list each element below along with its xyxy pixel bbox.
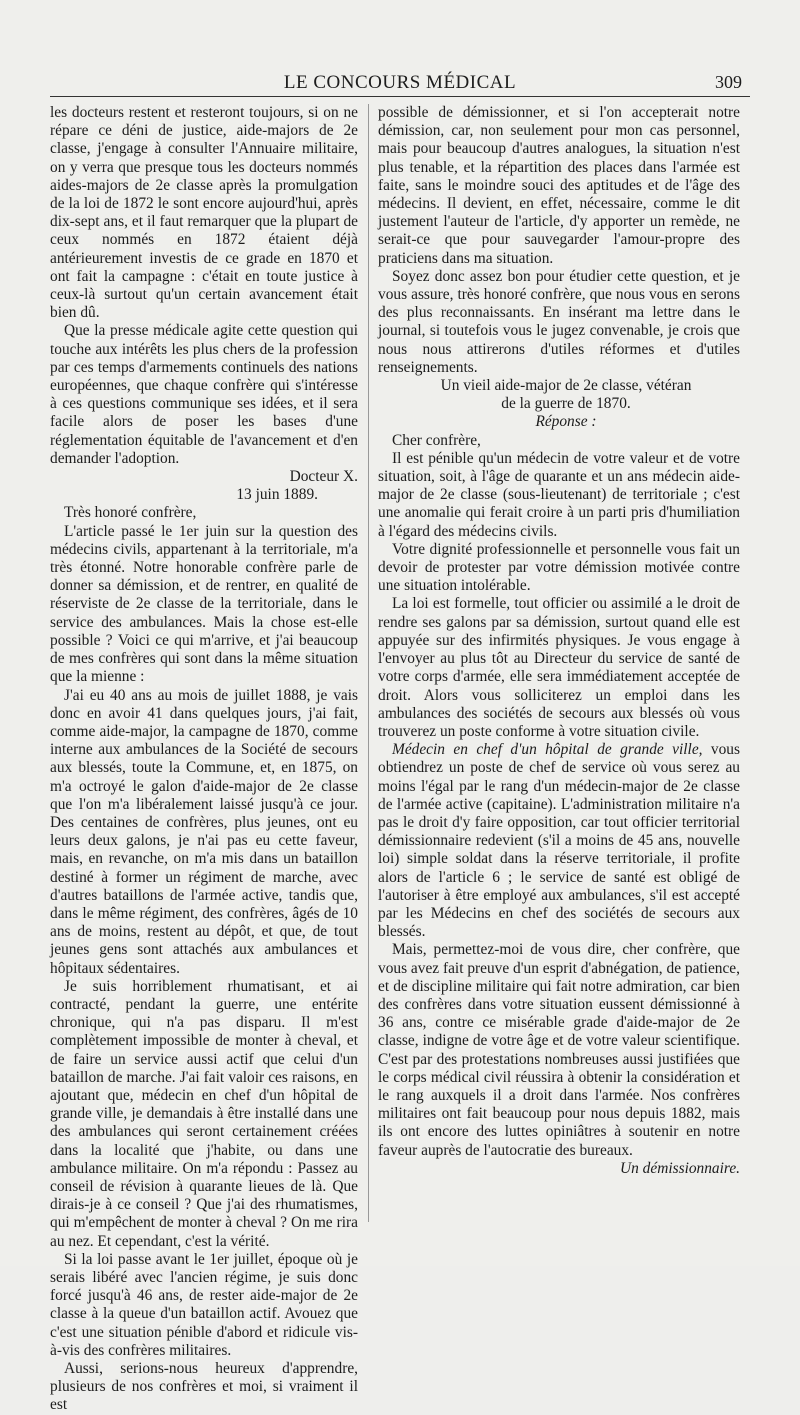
page-header [50,70,750,97]
letter-opening: Cher confrère, [392,431,481,449]
column-divider [368,104,369,1222]
journal-title: LE CONCOURS MÉDICAL [283,72,517,93]
paragraph: possible de démissionner, et si l'on accepterait notre démission, car, non seulement pour mon cas personnel, mais pour beaucoup d'autres analogues, la situation n'est plus tenable, et la répartition des places dans l'armée est faite, sans le moindre souci des aptitudes et de l'âge des médecins. Il devient, en effet, nécessaire, comme le dit justement l'auteur de l'article, d'y apporter un remède, ne serait-ce que pour sauvegarder l'amour-propre des praticiens dans ma situation. [378,104,740,267]
signature-line: Un vieil aide-major de 2e classe, vétéran [440,377,692,395]
paragraph: Je suis horriblement rhumatisant, et ai contracté, pendant la guerre, une entérite chronique, qui n'a pas disparu. Il m'est complètement impossible de monter à cheval, et de faire un service aussi actif que celui d'un bataillon de marche. J'ai fait valoir ces raisons, en ajoutant que, médecin en chef d'un hôpital de grande ville, je demandais à être installé dans une des ambulances qui seront certainement créées dans la localité que j'habite, ou dans une ambulance militaire. On m'a répondu : Passez au conseil de révision à quarante lieues de là. Que dirais-je à ce conseil ? Que j'ai des rhumatismes, qui m'empêchent de monter à cheval ? On me rira au nez. Et cependant, c'est la vérité. [50,977,358,1250]
paragraph: Soyez donc assez bon pour étudier cette question, et je vous assure, très honoré confrère, que nous vous en serons des plus reconnaissants. En insérant ma lettre dans le journal, si toutefois vous le jugez convenable, je crois que nous nous attirerons d'utiles réformes et d'utiles renseignements. [378,267,740,376]
paragraph: Si la loi passe avant le 1er juillet, époque où je serais libéré avec l'ancien régime, je suis donc forcé jusqu'à 46 ans, de rester aide-major de 2e classe à la queue d'un bataillon actif. Avouez que c'est une situation pénible d'abord et ridicule vis-à-vis des confrères militaires. [50,1250,358,1359]
left-column [50,104,358,1414]
letter-date: 13 juin 1889. [236,486,318,504]
italic-phrase: Médecin en chef d'un hôpital de grande ville, [392,741,703,759]
signature: Un démissionnaire. [620,1159,740,1177]
letter-opening: Très honoré confrère, [64,504,197,522]
paragraph: les docteurs restent et resteront toujours, si on ne répare ce déni de justice, aide-majors de 2e classe, j'engage à consulter l'Annuaire militaire, on y verra que presque tous les docteurs nommés aides-majors de 2e classe après la promulgation de la loi de 1872 le sont encore aujourd'hui, après dix-sept ans, et il faut remarquer que la plupart de ceux nommés en 1872 étaient déjà antérieurement investis de ce grade en 1870 et ont fait la campagne : c'était en toute justice à ceux-là surtout qu'un certain avancement était bien dû. [50,104,358,322]
paragraph [378,741,740,941]
paragraph: Que la presse médicale agite cette question qui touche aux intérêts les plus chers de la profession par ces temps d'armements continuels des nations européennes, que chaque confrère qui s'intéresse à ces questions communique ses idées, et il sera facile alors de poser les bases d'une réglementation équitable de l'avancement et d'en demander l'adoption. [50,322,358,467]
paragraph: Aussi, serions-nous heureux d'apprendre, plusieurs de nos confrères et moi, si vraiment il est [50,1360,358,1414]
paragraph: L'article passé le 1er juin sur la question des médecins civils, appartenant à la territoriale, m'a très étonné. Notre honorable confrère parle de donner sa démission, et de rentrer, en qualité de réserviste de 2e classe de la territoriale, dans le service des ambulances. Mais la chose est-elle possible ? Voici ce qui m'arrive, et j'ai beaucoup de mes confrères qui sont dans la même situation que la mienne : [50,522,358,686]
paragraph: Mais, permettez-moi de vous dire, cher confrère, que vous avez fait preuve d'un esprit d'abnégation, de patience, et de discipline militaire qui fait notre admiration, car bien des confrères dans votre situation eussent démissionné à 36 ans, contre ce misérable grade d'aide-major de 2e classe, indigne de votre âge et de votre valeur scientifique. C'est par des protestations nombreuses aussi justifiées que le corps médical civil réussira à obtenir la considération et le rang auxquels il a droit dans l'armée. Nos confrères militaires ont fait beaucoup pour nous depuis 1882, mais ils ont encore des luttes opiniâtres à soutenir en notre faveur auprès de l'autocratie des bureaux. [378,941,740,1159]
reponse-heading: Réponse : [535,413,597,431]
paragraph: La loi est formelle, tout officier ou assimilé a le droit de rendre ses galons par sa démission, surtout quand elle est appuyée sur des infirmités physiques. Je vous engage à l'envoyer au plus tôt au Directeur du service de santé de votre corps d'armée, elle sera immédiatement acceptée de droit. Alors vous solliciterez un emploi dans les ambulances des sociétés de secours aux blessés où vous trouverez un poste conforme à votre situation civile. [378,595,740,740]
right-column [378,104,740,1226]
signature: Docteur X. [289,468,358,486]
paragraph: J'ai eu 40 ans au mois de juillet 1888, je vais donc en avoir 41 dans quelques jours, j'ai fait, comme aide-major, la campagne de 1870, comme interne aux ambulances de la Société de secours aux blessés, toute la Commune, et, en 1875, on m'a octroyé le galon d'aide-major de 2e classe que l'on m'a libéralement laissé jusqu'à ce jour. Des centaines de confrères, plus jeunes, ont eu leurs deux galons, je n'ai pas eu cette faveur, mais, en revanche, on m'a mis dans un bataillon destiné à former un régiment de marche, avec d'autres bataillons de l'armée active, tandis que, dans le même régiment, des confrères, âgés de 10 ans de moins, restent au dépôt, et que, de tout jeunes gens sont attachés aux ambulances et hôpitaux sédentaires. [50,686,358,977]
page-number: 309 [715,72,742,92]
paragraph-text: vous obtiendrez un poste de chef de service où vous serez au moins l'égal par le rang d'un médecin-major de 2e classe de l'armée active (capitaine). L'administration militaire n'a pas le droit d'y faire opposition, car tout officier territorial démissionnaire redevient (s'il a moins de 45 ans, nouvelle loi) simple soldat dans la réserve territoriale, il profite alors de l'article 6 ; le service de santé est obligé de l'autoriser à être employé aux ambulances, s'il est accepté par les Médecins en chef des sociétés de secours aux blessés. [378,741,740,941]
paragraph: Votre dignité professionnelle et personnelle vous fait un devoir de protester par votre démission motivée contre une situation intolérable. [378,540,740,595]
paragraph: Il est pénible qu'un médecin de votre valeur et de votre situation, soit, à l'âge de quarante et un ans médecin aide-major de 2e classe (sous-lieutenant) de territoriale ; c'est une anomalie qui ferait croire à un parti pris d'humiliation à l'égard des médecins civils. [378,449,740,540]
signature-line: de la guerre de 1870. [501,395,631,413]
